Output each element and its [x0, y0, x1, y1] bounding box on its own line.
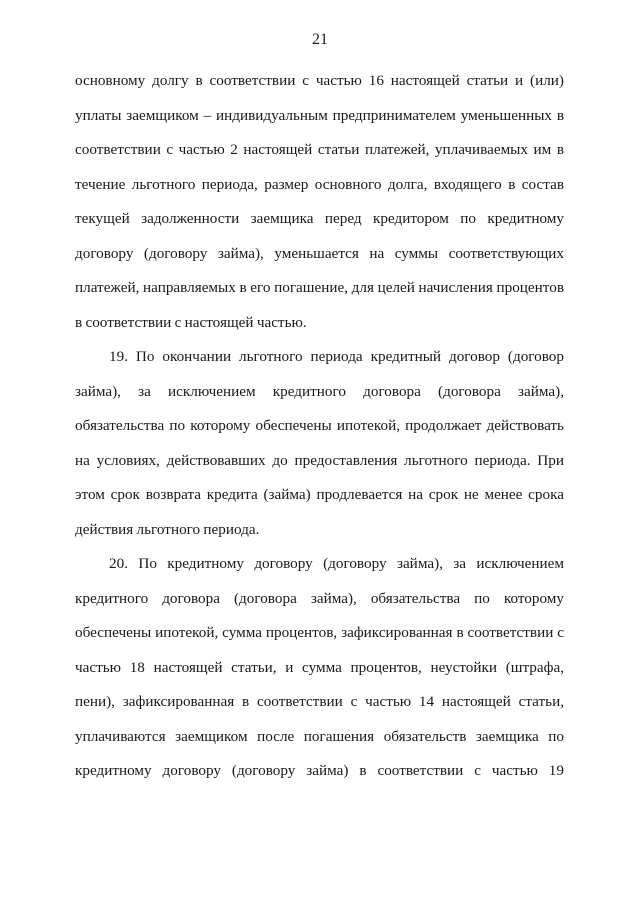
document-body [75, 64, 564, 789]
paragraph-continuation: основному долгу в соответствии с частью 16 настоящей статьи и (или) уплаты заемщиком – индивидуальным предпринимателем уменьшенных в соответствии с частью 2 настоящей статьи платежей, уплачиваемых им в течение льготного периода, размер основного долга, входящего в состав текущей задолженности заемщика перед кредитором по кредитному договору (договору займа), уменьшается на суммы соответствующих платежей, направляемых в его погашение, для целей начисления процентов в соответствии с настоящей частью. [75, 72, 564, 331]
paragraph-item-19: 19. По окончании льготного периода кредитный договор (договор займа), за исключением кредитного договора (договора займа), обязательства по которому обеспечены ипотекой, продолжает действовать на условиях, действовавших до предоставления льготного периода. При этом срок возврата кредита (займа) продлевается на срок не менее срока действия льготного периода. [75, 348, 564, 538]
page-number: 21 [312, 31, 328, 48]
paragraph-item-20: 20. По кредитному договору (договору займа), за исключением кредитного договора (договора займа), обязательства по которому обеспечены ипотекой, сумма процентов, зафиксированная в соответствии с частью 18 настоящей статьи, и сумма процентов, неустойки (штрафа, пени), зафиксированная в соответствии с частью 14 настоящей статьи, уплачиваются заемщиком после погашения обязательств заемщика по кредитному договору (договору займа) в соответствии с частью 19 [75, 555, 564, 779]
